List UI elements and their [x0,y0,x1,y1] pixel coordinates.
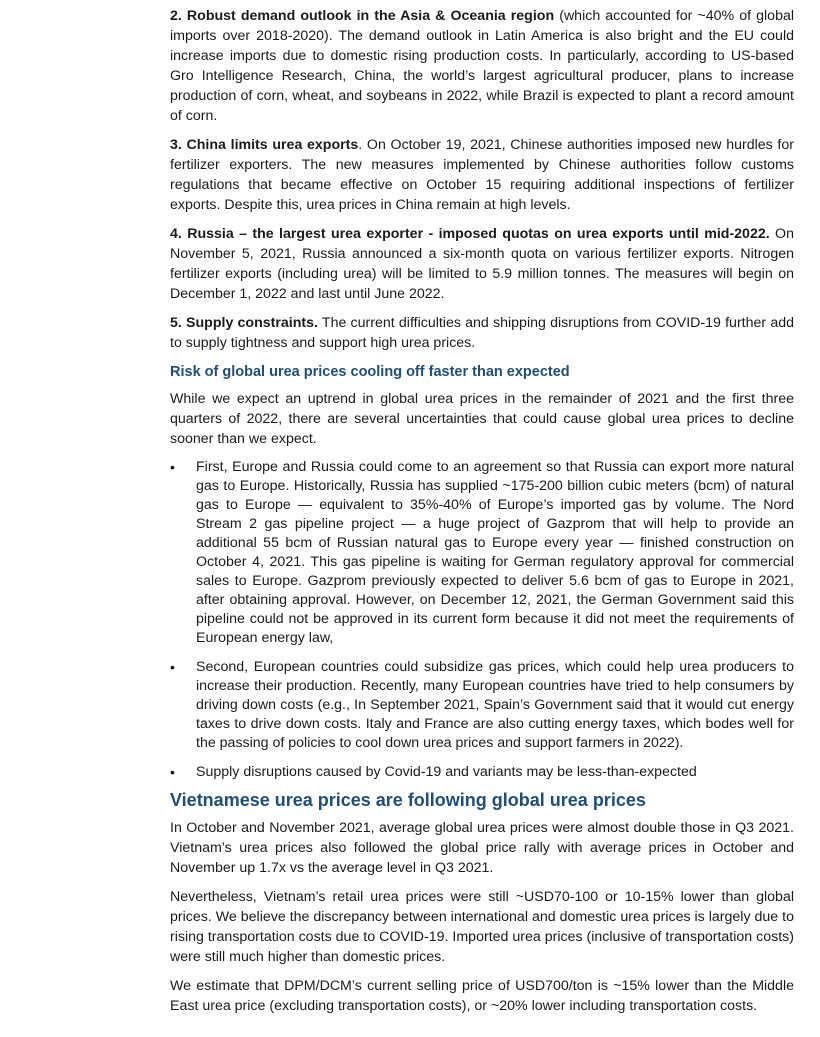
list-item [170,763,794,782]
list-item-text: Second, European countries could subsidize gas prices, which could help urea producers to increase their production. Recently, many European countries have tried to help consumers by driving down costs (e.g., In September 2021, Spain’s Government said that it would cut energy taxes to drive down costs. Italy and France are also cutting energy taxes, which bodes well for the passing of policies to cool down urea prices and support farmers in 2022). [196,659,794,751]
bullet-icon: • [170,659,175,675]
risk-bullet-list [170,458,794,782]
risk-section-heading: Risk of global urea prices cooling off faster than expected [170,364,570,380]
list-item-text: First, Europe and Russia could come to an agreement so that Russia can export more natural gas to Europe. Historically, Russia has supplied ~175-200 billion cubic meters (bcm) of natural gas to Europe — equivalent to 35%-40% of Europe’s imported gas by volume. The Nord Stream 2 gas pipeline project — a huge project of Gazprom that will help to provide an additional 55 bcm of Russian natural gas to Europe every year — finished construction on October 4, 2021. This gas pipeline is waiting for German regulatory approval for commercial sales to Europe. Gazprom previously expected to deliver 5.6 bcm of gas to Europe in 2021, after obtaining approval. However, on December 12, 2021, the German Government said this pipeline could not be approved in its current form because it did not meet the requirements of European energy law, [196,459,794,646]
bullet-icon: • [170,764,175,780]
paragraph-text: The current difficulties and shipping disruptions from COVID-19 further add to supply tightness and support high urea prices. [170,315,794,351]
vietnam-section-heading: Vietnamese urea prices are following global urea prices [170,790,646,810]
paragraph-text: (which accounted for ~40% of global imports over 2018-2020). The demand outlook in Latin America is also bright and the EU could increase imports due to domestic rising production costs. In particularly, according to US-based Gro Intelligence Research, China, the world’s largest agricultural producer, plans to increase production of corn, wheat, and soybeans in 2022, while Brazil is expected to plant a record amount of corn. [170,8,795,124]
paragraph-text: . On October 19, 2021, Chinese authorities imposed new hurdles for fertilizer exporters. The new measures implemented by Chinese authorities follow customs regulations that became effective on October 15 requiring additional inspections of fertilizer exports. Despite this, urea prices in China remain at high levels. [170,137,794,213]
paragraph-china-exports [170,135,794,215]
vietnam-paragraph: Nevertheless, Vietnam’s retail urea prices were still ~USD70-100 or 10-15% lower than global prices. We believe the discrepancy between international and domestic urea prices is largely due to rising transportation costs due to COVID-19. Imported urea prices (inclusive of transportation costs) were still much higher than domestic prices. [170,889,794,965]
list-item-text: Supply disruptions caused by Covid-19 and variants may be less-than-expected [196,764,697,780]
paragraph-russia-quotas [170,224,794,304]
vietnam-paragraph: In October and November 2021, average global urea prices were almost double those in Q3 2021. Vietnam’s urea prices also followed the global price rally with average prices in October and November up 1.7x vs the average level in Q3 2021. [170,820,794,876]
paragraph-lead: 2. Robust demand outlook in the Asia & Oceania region [170,8,555,24]
risk-intro-paragraph: While we expect an uptrend in global urea prices in the remainder of 2021 and the first three quarters of 2022, there are several uncertainties that could cause global urea prices to decline sooner than we expect. [170,391,794,447]
paragraph-supply-constraints [170,313,794,353]
paragraph-asia-demand [170,6,794,126]
bullet-icon: • [170,459,175,475]
paragraph-text: On November 5, 2021, Russia announced a six-month quota on various fertilizer exports. Nitrogen fertilizer exports (including urea) will be limited to 5.9 million tonnes. The measures will begin on December 1, 2022 and last until June 2022. [170,226,794,302]
paragraph-lead: 5. Supply constraints. [170,315,318,331]
paragraph-lead: 3. China limits urea exports [170,137,359,153]
vietnam-paragraph: We estimate that DPM/DCM’s current selling price of USD700/ton is ~15% lower than the Middle East urea price (excluding transportation costs), or ~20% lower including transportation costs. [170,978,794,1014]
document-page [170,6,794,1025]
list-item [170,458,794,648]
list-item [170,658,794,753]
paragraph-lead: 4. Russia – the largest urea exporter - imposed quotas on urea exports until mid-2022. [170,226,770,242]
